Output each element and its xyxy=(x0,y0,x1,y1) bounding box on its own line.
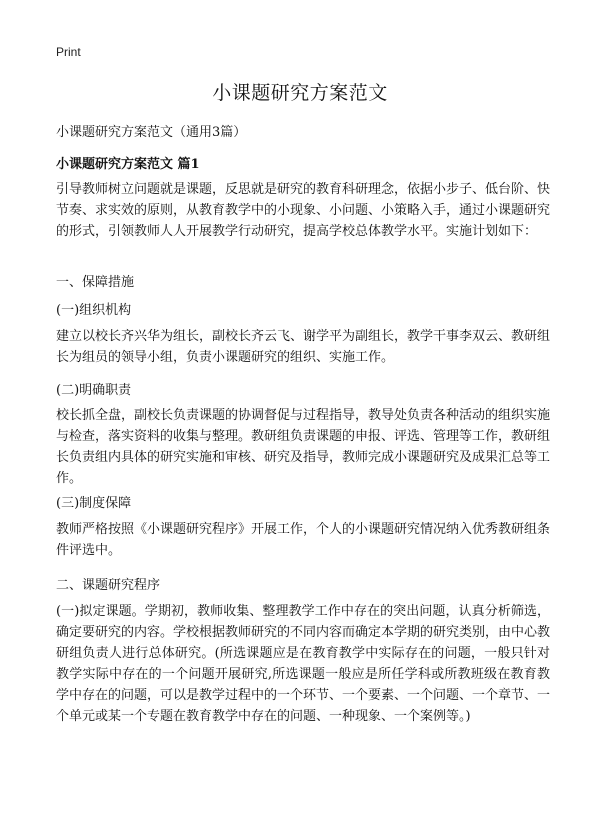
heading-safeguards: 一、保障措施 xyxy=(56,275,135,290)
print-label: Print xyxy=(56,45,81,59)
heading-organization: (一)组织机构 xyxy=(56,303,132,318)
page-title: 小课题研究方案范文 xyxy=(212,82,388,104)
document-subtitle: 小课题研究方案范文（通用3篇） xyxy=(56,125,247,140)
procedure-paragraph: (一)拟定课题。学期初，教师收集、整理教学工作中存在的突出问题，认真分析筛选，确定要研究的内容。学校根据教师研究的不同内容而确定本学期的研究类别，由中心教研组负责人进行总体研究。(所选课题应是在教育教学中实际存在的问题，一般只针对教学实际中存在的一个问题开展研究,所选课题一般应是所任学科或所教班级在教育教学中存在的问题，可以是教学过程中的一个环节、一个要素、一个问题、一个章节、一个单元或某一个专题在教育教学中存在的问题、一种现象、一个案例等。) xyxy=(56,604,551,724)
heading-duties: (二)明确职责 xyxy=(56,383,132,398)
system-paragraph: 教师严格按照《小课题研究程序》开展工作，个人的小课题研究情况纳入优秀教研组条件评选中。 xyxy=(56,522,551,558)
intro-paragraph: 引导教师树立问题就是课题，反思就是研究的教育科研理念，依据小步子、低台阶、快节奏、求实效的原则，从教育教学中的小现象、小问题、小策略入手，通过小课题研究的形式，引领教师人人开展教学行动研究，提高学校总体教学水平。实施计划如下： xyxy=(56,182,551,239)
heading-procedure: 二、课题研究程序 xyxy=(56,578,161,593)
heading-system: (三)制度保障 xyxy=(56,496,132,511)
duties-paragraph: 校长抓全盘，副校长负责课题的协调督促与过程指导，教导处负责各种活动的组织实施与检查，落实资料的收集与整理。教研组负责课题的申报、评选、管理等工作，教研组长负责组内具体的研究实施和审核、研究及指导，教师完成小课题研究及成果汇总等工作。 xyxy=(56,408,551,486)
section-heading-1: 小课题研究方案范文 篇1 xyxy=(56,157,200,172)
organization-paragraph: 建立以校长齐兴华为组长，副校长齐云飞、谢学平为副组长，教学干事李双云、教研组长为组员的领导小组，负责小课题研究的组织、实施工作。 xyxy=(56,329,551,365)
